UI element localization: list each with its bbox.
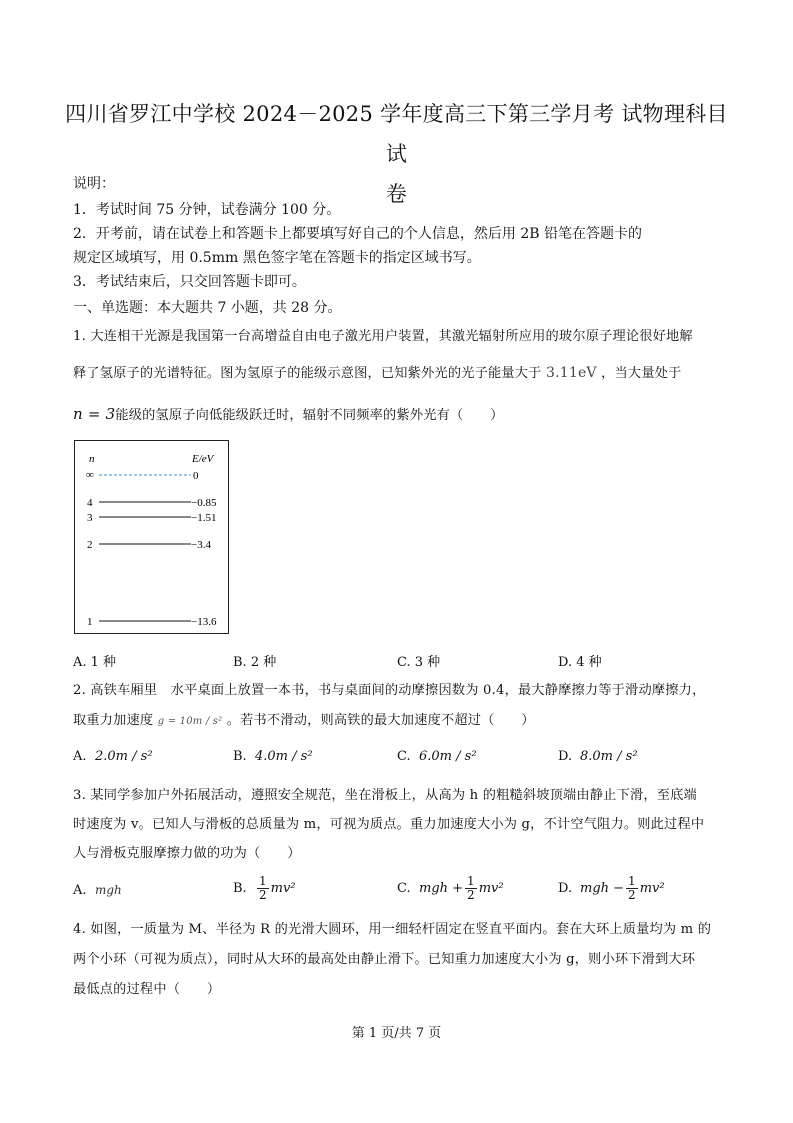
level-n-1: 1: [87, 616, 93, 628]
notes-heading: 说明：: [73, 176, 115, 192]
level-e-4: −0.85: [191, 497, 217, 509]
q2-option-b[interactable]: [233, 749, 313, 764]
title-line-1: 四川省罗江中学校 2024－2025 学年度高三下第三学月考 试物理科目试: [65, 102, 728, 166]
q3-line-1: 3. 某同学参加户外拓展活动，遵照安全规范，坐在滑板上，从高为 h 的粗糙斜坡顶端由静止下滑，至底端: [73, 788, 697, 803]
q3-option-b-post: mv²: [270, 881, 296, 896]
q3-option-c-num: 1: [467, 874, 475, 888]
level-e-2: −3.4: [191, 539, 211, 551]
q1-options: [73, 651, 713, 673]
q3-option-c[interactable]: [397, 875, 504, 902]
q1-n-expression: n = 3: [73, 405, 116, 423]
q3-option-a[interactable]: [73, 883, 122, 898]
q3-option-a-value: mgh: [95, 883, 122, 897]
q3-option-b[interactable]: [233, 875, 296, 902]
note-1: 1．考试时间 75 分钟，试卷满分 100 分。: [73, 202, 341, 218]
energy-level-diagram: [74, 440, 229, 634]
level-e-1: −13.6: [191, 616, 217, 628]
q4-line-1: 4. 如图，一质量为 M、半径为 R 的光滑大圆环，用一细轻杆固定在竖直平面内。套在大环上质量均为 m 的: [73, 922, 712, 937]
q2-line-2: [73, 711, 535, 732]
q1-option-b[interactable]: B. 2 种: [233, 655, 277, 670]
q2-line-2-text: 取重力加速度: [73, 713, 154, 728]
q3-option-c-post: mv²: [478, 881, 504, 896]
q3-option-c-key: C.: [397, 881, 411, 896]
section-heading: 一、单选题：本大题共 7 小题，共 28 分。: [73, 300, 342, 316]
q3-option-b-fraction: [257, 875, 269, 902]
q3-option-d-num: 1: [628, 874, 636, 888]
q3-option-d-pre: mgh −: [580, 881, 625, 896]
q3-option-c-den: 2: [467, 888, 475, 902]
q2-option-a-value: 2.0m / s²: [95, 749, 153, 764]
level-n-2: 2: [87, 539, 93, 551]
q2-option-a[interactable]: [73, 749, 153, 764]
q3-option-b-num: 1: [259, 874, 267, 888]
level-e-3: −1.51: [191, 512, 217, 524]
q2-line-1: 2. 高铁车厢里 水平桌面上放置一本书，书与桌面间的动摩擦因数为 0.4，最大静摩擦力等于滑动摩擦力，: [73, 683, 706, 698]
q3-option-d-fraction: [626, 875, 638, 902]
q2-option-a-key: A.: [73, 749, 87, 764]
q3-option-d[interactable]: [558, 875, 665, 902]
q2-option-d[interactable]: [558, 749, 638, 764]
q2-option-b-key: B.: [233, 749, 247, 764]
q3-option-d-key: D.: [558, 881, 573, 896]
note-2-line-1: 2．开考前，请在试卷上和答题卡上都要填写好自己的个人信息，然后用 2B 铅笔在答题卡的: [73, 226, 643, 242]
q3-option-c-fraction: [465, 875, 477, 902]
q2-option-c[interactable]: [397, 749, 477, 764]
q1-line-2-tail: ，当大量处于: [601, 366, 682, 381]
q3-line-3: 人与滑板克服摩擦力做的功为（ ）: [73, 846, 301, 861]
q3-option-b-key: B.: [233, 881, 247, 896]
title-line-2: 卷: [385, 182, 408, 206]
q1-line-2-text: 释了氢原子的光谱特征。图为氢原子的能级示意图，已知紫外光的光子能量大于: [73, 366, 542, 381]
q3-option-a-key: A.: [73, 883, 87, 898]
q2-option-d-key: D.: [558, 749, 573, 764]
q1-line-3: [73, 404, 504, 426]
q3-option-d-post: mv²: [639, 881, 665, 896]
q3-option-b-den: 2: [259, 888, 267, 902]
note-3: 3．考试结束后，只交回答题卡即可。: [73, 274, 306, 290]
q2-option-c-value: 6.0m / s²: [419, 749, 477, 764]
q3-option-c-pre: mgh +: [419, 881, 464, 896]
q3-option-d-den: 2: [628, 888, 636, 902]
level-n-inf: ∞: [86, 469, 94, 481]
q4-line-2: 两个小环（可视为质点），同时从大环的最高处由静止滑下。已知重力加速度大小为 g，则小环下滑到大环: [73, 952, 696, 967]
q2-option-d-value: 8.0m / s²: [580, 749, 638, 764]
q3-options: [73, 875, 713, 911]
q1-energy-threshold: 3.11eV: [545, 365, 597, 381]
q2-line-2-tail: 。若书不滑动，则高铁的最大加速度不超过（ ）: [226, 713, 535, 728]
q1-line-1: 1. 大连相干光源是我国第一台高增益自由电子激光用户装置，其激光辐射所应用的玻尔原子理论很好地解: [73, 329, 693, 344]
q1-line-3-text: 能级的氢原子向低能级跃迁时，辐射不同频率的紫外光有（ ）: [115, 408, 504, 423]
q2-g-expression: g = 10m / s²: [157, 716, 223, 727]
q1-option-a[interactable]: A. 1 种: [73, 655, 117, 670]
page-footer: 第 1 页/共 7 页: [351, 1026, 442, 1041]
q1-line-2: [73, 363, 681, 384]
q2-option-c-key: C.: [397, 749, 411, 764]
note-2-line-2: 规定区域填写，用 0.5mm 黑色签字笔在答题卡的指定区域书写。: [73, 250, 481, 266]
q1-option-d[interactable]: D. 4 种: [558, 655, 602, 670]
level-n-4: 4: [87, 497, 93, 509]
diagram-e-header: E/eV: [192, 453, 214, 465]
q1-option-c[interactable]: C. 3 种: [397, 655, 441, 670]
q4-line-3: 最低点的过程中（ ）: [73, 982, 221, 997]
q2-options: [73, 749, 713, 771]
q3-line-2: 时速度为 v。已知人与滑板的总质量为 m，可视为质点。重力加速度大小为 g，不计空气阻力。则此过程中: [73, 817, 705, 832]
diagram-n-header: n: [89, 453, 95, 465]
q2-option-b-value: 4.0m / s²: [255, 749, 313, 764]
exam-title: [60, 94, 733, 214]
level-n-3: 3: [87, 512, 93, 524]
level-e-inf: 0: [193, 470, 199, 482]
